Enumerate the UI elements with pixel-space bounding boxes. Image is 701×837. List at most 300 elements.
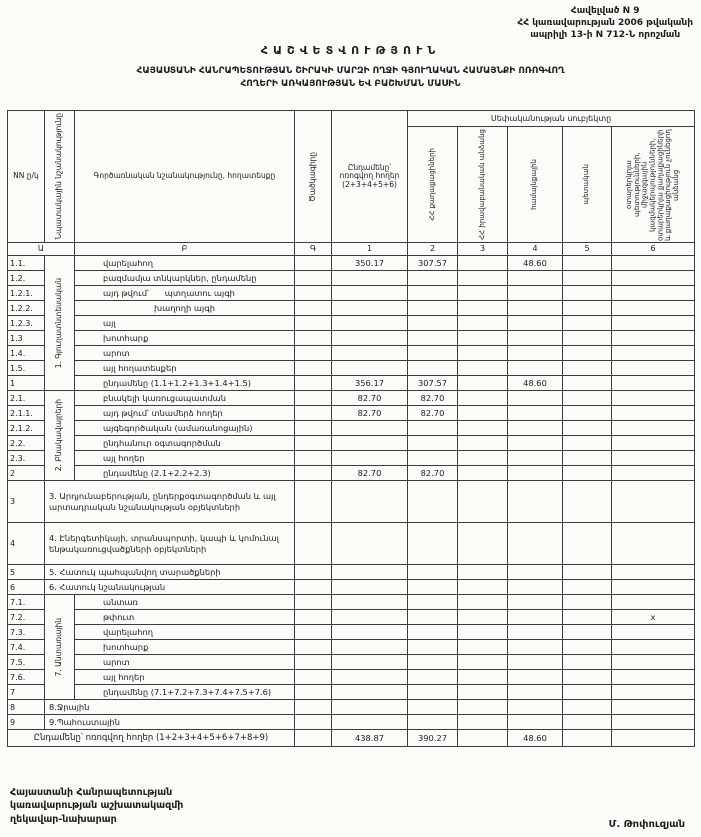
value-cell [508, 595, 563, 610]
value-cell [563, 565, 612, 580]
org-line2: կառավարության աշխատակազմի [10, 800, 184, 812]
value-cell [458, 565, 508, 580]
value-cell [458, 670, 508, 685]
value-cell: 438.87 [332, 730, 408, 747]
row-number: 2.1.2. [8, 421, 45, 436]
row-number: 7.4. [8, 640, 45, 655]
column-letter: 5 [563, 243, 612, 256]
row-number: 2.1.1. [8, 406, 45, 421]
row-number: 1.2.2. [8, 301, 45, 316]
table-row [8, 700, 695, 715]
value-cell [458, 286, 508, 301]
code-cell [295, 685, 332, 700]
table-row [8, 256, 695, 271]
value-cell [458, 271, 508, 286]
value-cell [612, 523, 695, 565]
value-cell [458, 361, 508, 376]
column-letter: Բ [75, 243, 295, 256]
header-foreign: օտարերկրյա պետությունների, միջազգային կազմակերպությունների, օտարերկրյա քաղաքացիների և քաղաքացիություն չունեցող անձանց [612, 127, 695, 243]
signer-name: Մ. Թոփուզյան [608, 819, 685, 830]
code-cell [295, 316, 332, 331]
value-cell [458, 715, 508, 730]
value-cell [458, 595, 508, 610]
row-number: 1.5. [8, 361, 45, 376]
value-cell [563, 700, 612, 715]
value-cell [508, 391, 563, 406]
value-cell [458, 421, 508, 436]
code-cell [295, 625, 332, 640]
row-number: 8 [8, 700, 45, 715]
value-cell: 82.70 [332, 391, 408, 406]
value-cell [612, 316, 695, 331]
land-name: այլ [75, 316, 295, 331]
value-cell [458, 346, 508, 361]
value-cell [458, 610, 508, 625]
value-cell: 356.17 [332, 376, 408, 391]
row-number: 7.2. [8, 610, 45, 625]
value-cell [612, 481, 695, 523]
value-cell [332, 595, 408, 610]
table-body [8, 256, 695, 747]
value-cell [612, 655, 695, 670]
code-cell [295, 301, 332, 316]
value-cell [508, 331, 563, 346]
table-row [8, 391, 695, 406]
column-letter: Ա [8, 243, 75, 256]
table-row [8, 715, 695, 730]
column-letter: 2 [408, 243, 458, 256]
value-cell [612, 376, 695, 391]
table-row [8, 406, 695, 421]
table-row [8, 595, 695, 610]
row-number: 1.3 [8, 331, 45, 346]
value-cell [508, 670, 563, 685]
row-number: 7.3. [8, 625, 45, 640]
code-cell [295, 331, 332, 346]
table-row [8, 436, 695, 451]
value-cell [408, 316, 458, 331]
value-cell [408, 361, 458, 376]
table-row [8, 610, 695, 625]
value-cell [332, 316, 408, 331]
value-cell [408, 610, 458, 625]
section-label: 1. Գյուղատնտեսական [45, 256, 75, 391]
column-letter: Գ [295, 243, 332, 256]
grand-total-row [8, 730, 695, 747]
value-cell [612, 670, 695, 685]
value-cell [612, 421, 695, 436]
report-title: ՀԱՇՎԵՏՎՈՒԹՅՈՒՆ [260, 44, 441, 57]
appendix-line2: ՀՀ կառավարության 2006 թվականի [517, 18, 693, 29]
value-cell [612, 466, 695, 481]
header-total-irrigated: Ընդամենը՝ ոռոգվող հողեր (2+3+4+5+6) [332, 111, 408, 243]
value-cell [563, 436, 612, 451]
land-name: այլ հողատեսքեր [75, 361, 295, 376]
value-cell [508, 640, 563, 655]
row-number: 2.1. [8, 391, 45, 406]
land-name: խաղողի այգի [75, 301, 295, 316]
value-cell [332, 436, 408, 451]
section-label: 2. Բնակավայրերի [45, 391, 75, 481]
code-cell [295, 271, 332, 286]
value-cell [612, 346, 695, 361]
code-cell [295, 565, 332, 580]
value-cell [458, 700, 508, 715]
value-cell [612, 331, 695, 346]
header-row-top [8, 111, 695, 127]
code-cell [295, 421, 332, 436]
value-cell: 390.27 [408, 730, 458, 747]
code-cell [295, 715, 332, 730]
value-cell: 82.70 [332, 406, 408, 421]
value-cell [458, 256, 508, 271]
table-row [8, 640, 695, 655]
value-cell [508, 466, 563, 481]
value-cell [458, 451, 508, 466]
value-cell [458, 436, 508, 451]
row-number: 1.2.3. [8, 316, 45, 331]
value-cell [563, 685, 612, 700]
land-name: բազմամյա տնկարկներ, ընդամենը [75, 271, 295, 286]
value-cell [612, 361, 695, 376]
value-cell [458, 481, 508, 523]
value-cell [458, 316, 508, 331]
column-letter: 4 [508, 243, 563, 256]
land-name: արոտ [75, 655, 295, 670]
value-cell [508, 316, 563, 331]
value-cell [563, 610, 612, 625]
header-state: պետական [563, 127, 612, 243]
table-row [8, 331, 695, 346]
code-cell [295, 655, 332, 670]
value-cell [458, 376, 508, 391]
value-cell [563, 670, 612, 685]
value-cell [332, 286, 408, 301]
value-cell [332, 715, 408, 730]
value-cell [332, 361, 408, 376]
value-cell [332, 685, 408, 700]
row-number: 7.5. [8, 655, 45, 670]
land-name: ընդամենը (1.1+1.2+1.3+1.4+1.5) [75, 376, 295, 391]
value-cell [508, 346, 563, 361]
value-cell [408, 271, 458, 286]
row-number: 2 [8, 466, 45, 481]
value-cell [612, 700, 695, 715]
land-name: 8.Ջրային [45, 700, 295, 715]
value-cell [508, 286, 563, 301]
land-name: 4. Էներգետիկայի, տրանսպորտի, կապի և կոմունալ ենթակառուցվածքների օբյեկտների [45, 523, 295, 565]
value-cell [508, 610, 563, 625]
code-cell [295, 361, 332, 376]
report-table [7, 110, 695, 747]
code-cell [295, 436, 332, 451]
value-cell [408, 331, 458, 346]
table-row [8, 670, 695, 685]
land-name: խոտհարք [75, 640, 295, 655]
value-cell [408, 286, 458, 301]
value-cell [408, 523, 458, 565]
value-cell [408, 655, 458, 670]
value-cell: 82.70 [408, 391, 458, 406]
code-cell [295, 451, 332, 466]
value-cell [332, 580, 408, 595]
value-cell [612, 580, 695, 595]
value-cell [508, 451, 563, 466]
value-cell [332, 331, 408, 346]
value-cell [563, 481, 612, 523]
value-cell [563, 286, 612, 301]
value-cell [612, 301, 695, 316]
land-name: ընդամենը (7.1+7.2+7.3+7.4+7.5+7.6) [75, 685, 295, 700]
value-cell [408, 346, 458, 361]
value-cell [408, 481, 458, 523]
value-cell [563, 595, 612, 610]
code-cell [295, 523, 332, 565]
report-subtitle-line1: ՀԱՅԱՍՏԱՆԻ ՀԱՆՐԱՊԵՏՈՒԹՅԱՆ ՇԻՐԱԿԻ ՄԱՐԶԻ ՈՂՋԻ ԳՅՈՒՂԱԿԱՆ ՀԱՄԱՅՆՔԻ ՈՌՈԳՎՈՂ [136, 66, 565, 76]
land-name: խոտհարք [75, 331, 295, 346]
row-number: 1.1. [8, 256, 45, 271]
table-row [8, 271, 695, 286]
value-cell [408, 301, 458, 316]
value-cell [458, 331, 508, 346]
value-cell [332, 421, 408, 436]
value-cell [408, 580, 458, 595]
code-cell [295, 481, 332, 523]
value-cell [612, 391, 695, 406]
value-cell [563, 331, 612, 346]
value-cell [508, 655, 563, 670]
row-number: 7.1. [8, 595, 45, 610]
value-cell [508, 301, 563, 316]
code-cell [295, 730, 332, 747]
value-cell [612, 685, 695, 700]
value-cell [458, 523, 508, 565]
appendix-block [517, 5, 693, 41]
value-cell [612, 640, 695, 655]
value-cell [508, 700, 563, 715]
value-cell [332, 346, 408, 361]
row-number: 1.2. [8, 271, 45, 286]
land-name: 9.Պահուստային [45, 715, 295, 730]
value-cell [332, 301, 408, 316]
header-code: Ծածկագիրը [295, 111, 332, 243]
value-cell [612, 406, 695, 421]
value-cell [563, 391, 612, 406]
header-community: համայնքային [508, 127, 563, 243]
code-cell [295, 580, 332, 595]
code-cell [295, 595, 332, 610]
value-cell [332, 655, 408, 670]
row-number: 9 [8, 715, 45, 730]
row-number: 4 [8, 523, 45, 565]
value-cell [563, 271, 612, 286]
value-cell [458, 580, 508, 595]
value-cell [612, 730, 695, 747]
code-cell [295, 670, 332, 685]
value-cell [458, 406, 508, 421]
value-cell: 82.70 [332, 466, 408, 481]
value-cell [508, 271, 563, 286]
value-cell [458, 685, 508, 700]
row-number: 1 [8, 376, 45, 391]
org-line3: ղեկավար-նախարար [10, 813, 117, 825]
code-cell [295, 391, 332, 406]
value-cell [563, 466, 612, 481]
org-line1: Հայաստանի Հանրապետության [10, 787, 173, 798]
land-name: այլ հողեր [75, 670, 295, 685]
value-cell: 82.70 [408, 406, 458, 421]
value-cell [563, 361, 612, 376]
value-cell [332, 670, 408, 685]
table-row [8, 316, 695, 331]
table-row [8, 376, 695, 391]
value-cell [458, 301, 508, 316]
header-citizens: ՀՀ քաղաքացիների [408, 127, 458, 243]
land-name: ընդհանուր օգտագործման [75, 436, 295, 451]
code-cell [295, 346, 332, 361]
value-cell: x [612, 610, 695, 625]
value-cell [563, 655, 612, 670]
value-cell [332, 271, 408, 286]
value-cell [408, 715, 458, 730]
table-row [8, 565, 695, 580]
value-cell [563, 301, 612, 316]
table-row [8, 685, 695, 700]
land-name: 6. Հատուկ նշանակության [45, 580, 295, 595]
section-label: 7. Անտառային [45, 595, 75, 700]
value-cell [458, 391, 508, 406]
code-cell [295, 376, 332, 391]
value-cell [508, 625, 563, 640]
value-cell [408, 640, 458, 655]
value-cell [612, 271, 695, 286]
row-number: 2.3. [8, 451, 45, 466]
value-cell [563, 376, 612, 391]
value-cell [563, 346, 612, 361]
value-cell [332, 610, 408, 625]
value-cell [508, 523, 563, 565]
value-cell [458, 640, 508, 655]
column-letter: 1 [332, 243, 408, 256]
value-cell: 48.60 [508, 730, 563, 747]
code-cell [295, 610, 332, 625]
value-cell [332, 565, 408, 580]
value-cell [408, 685, 458, 700]
land-name: այգեգործական (ամառանոցային) [75, 421, 295, 436]
value-cell [612, 715, 695, 730]
land-name: արոտ [75, 346, 295, 361]
value-cell [563, 580, 612, 595]
value-cell [508, 361, 563, 376]
value-cell [408, 625, 458, 640]
value-cell: 82.70 [408, 466, 458, 481]
value-cell: 350.17 [332, 256, 408, 271]
row-number: 2.2. [8, 436, 45, 451]
value-cell [612, 256, 695, 271]
row-number: 1.4. [8, 346, 45, 361]
appendix-line1: Հավելված N 9 [570, 6, 640, 16]
value-cell [408, 421, 458, 436]
value-cell [508, 436, 563, 451]
value-cell [408, 436, 458, 451]
land-name: այլ հողեր [75, 451, 295, 466]
row-number: 1.2.1. [8, 286, 45, 301]
value-cell: 48.60 [508, 256, 563, 271]
code-cell [295, 700, 332, 715]
land-name: 3. Արդյունաբերության, ընդերքօգտագործման և այլ արտադրական նշանակության օբյեկտների [45, 481, 295, 523]
value-cell [408, 565, 458, 580]
value-cell [508, 685, 563, 700]
code-cell [295, 640, 332, 655]
land-name: թփուտ [75, 610, 295, 625]
code-cell [295, 256, 332, 271]
grand-total-label: Ընդամենը՝ ոռոգվող հողեր (1+2+3+4+5+6+7+8+9) [8, 730, 295, 747]
value-cell [332, 700, 408, 715]
code-cell [295, 466, 332, 481]
value-cell [563, 451, 612, 466]
column-letter: 3 [458, 243, 508, 256]
value-cell [612, 565, 695, 580]
header-functional: Գործառնական նշանակությունը, հողատեսքը [75, 111, 295, 243]
report-subtitle-line2: ՀՈՂԵՐԻ ԱՌԿԱՅՈՒԹՅԱՆ ԵՎ ԲԱՇԽՄԱՆ ՄԱՍԻՆ [240, 78, 461, 89]
table-row [8, 625, 695, 640]
value-cell [563, 421, 612, 436]
row-number: 6 [8, 580, 45, 595]
column-letter: 6 [612, 243, 695, 256]
table-row [8, 466, 695, 481]
value-cell [563, 316, 612, 331]
value-cell [408, 595, 458, 610]
value-cell [332, 481, 408, 523]
value-cell: 307.57 [408, 376, 458, 391]
land-name: վարելահող [75, 625, 295, 640]
code-cell [295, 406, 332, 421]
row-number: 7.6. [8, 670, 45, 685]
value-cell [508, 481, 563, 523]
table-row [8, 451, 695, 466]
value-cell: 307.57 [408, 256, 458, 271]
value-cell [508, 580, 563, 595]
table-row [8, 421, 695, 436]
signature-block [10, 786, 183, 826]
value-cell [563, 730, 612, 747]
value-cell [508, 565, 563, 580]
value-cell [612, 436, 695, 451]
table-row [8, 523, 695, 565]
value-cell [563, 406, 612, 421]
value-cell [563, 256, 612, 271]
row-number: 7 [8, 685, 45, 700]
value-cell [563, 523, 612, 565]
value-cell [458, 625, 508, 640]
value-cell [508, 715, 563, 730]
header-legal-entities: ՀՀ իրավաբանական անձանց [458, 127, 508, 243]
value-cell [612, 451, 695, 466]
value-cell [563, 715, 612, 730]
table-row [8, 580, 695, 595]
value-cell [563, 625, 612, 640]
value-cell [332, 625, 408, 640]
table-row [8, 361, 695, 376]
value-cell [458, 730, 508, 747]
header-purpose: Նպատակային նշանակությունը [45, 111, 75, 243]
land-name: այդ թվում՝ պտղատու այգի [75, 286, 295, 301]
row-number: 3 [8, 481, 45, 523]
header-row-letters [8, 243, 695, 256]
value-cell [612, 595, 695, 610]
land-name: 5. Հատուկ պահպանվող տարածքների [45, 565, 295, 580]
table-row [8, 346, 695, 361]
